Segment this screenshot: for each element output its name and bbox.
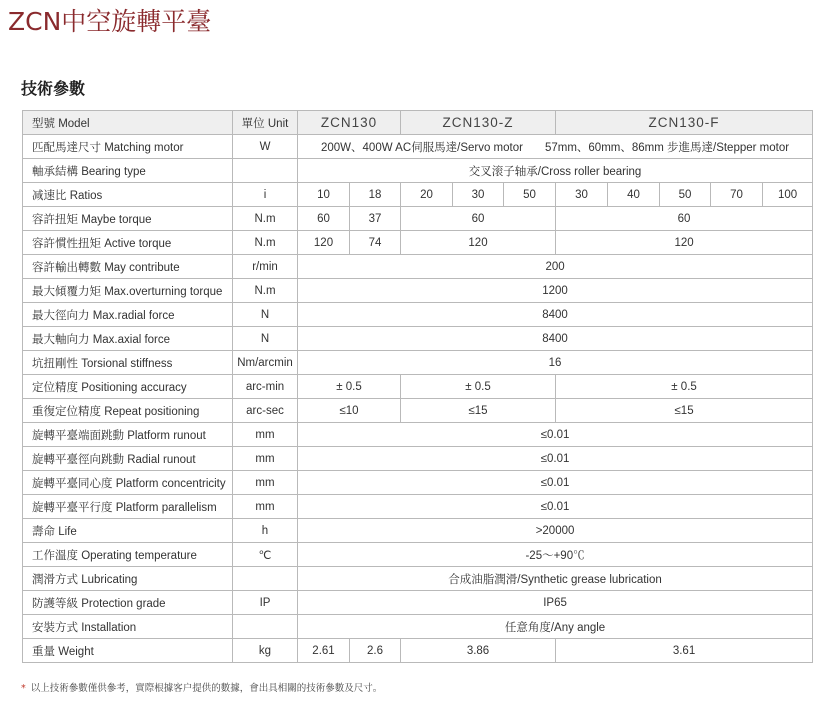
row-value: ≤0.01: [298, 495, 813, 519]
stepper-motor-text: 57mm、60mm、86mm 步進馬達/Stepper motor: [544, 141, 790, 154]
row-unit: [233, 615, 298, 639]
row-label: 减速比 Ratios: [23, 183, 233, 207]
row-value: 任意角度/Any angle: [298, 615, 813, 639]
ratio-cell: 50: [660, 183, 711, 207]
row-protection-grade: [23, 591, 813, 615]
section-title: 技術參數: [21, 79, 86, 98]
row-active-torque: [23, 231, 813, 255]
ratio-cell: 30: [453, 183, 504, 207]
row-label: 匹配馬達尺寸 Matching motor: [23, 135, 233, 159]
row-label: 旋轉平臺端面跳動 Platform runout: [23, 423, 233, 447]
value-cell: ≤15: [556, 399, 813, 423]
row-axial-force: [23, 327, 813, 351]
value-cell: 60: [556, 207, 813, 231]
ratio-cell: 40: [608, 183, 660, 207]
row-value: 200: [298, 255, 813, 279]
row-unit: mm: [233, 423, 298, 447]
row-unit: N.m: [233, 231, 298, 255]
row-value: 8400: [298, 327, 813, 351]
row-label: 重量 Weight: [23, 639, 233, 663]
row-unit: N: [233, 327, 298, 351]
row-overturning-torque: [23, 279, 813, 303]
value-cell: 120: [401, 231, 556, 255]
row-unit: [233, 567, 298, 591]
value-cell: ≤10: [298, 399, 401, 423]
row-value: -25～+90℃: [298, 543, 813, 567]
header-unit-cell: 單位 Unit: [233, 111, 298, 135]
row-label: 旋轉平臺平行度 Platform parallelism: [23, 495, 233, 519]
row-unit: [233, 159, 298, 183]
row-repeat-positioning: [23, 399, 813, 423]
row-unit: kg: [233, 639, 298, 663]
header-model-zcn130: ZCN130: [298, 111, 401, 135]
row-unit: N.m: [233, 279, 298, 303]
value-cell: ± 0.5: [298, 375, 401, 399]
row-unit: W: [233, 135, 298, 159]
row-value: ≤0.01: [298, 471, 813, 495]
row-value: 16: [298, 351, 813, 375]
row-label: 容許輸出轉數 May contribute: [23, 255, 233, 279]
row-value: IP65: [298, 591, 813, 615]
row-weight: [23, 639, 813, 663]
row-unit: mm: [233, 495, 298, 519]
row-label: 旋轉平臺同心度 Platform concentricity: [23, 471, 233, 495]
header-model-zcn130-f: ZCN130-F: [556, 111, 813, 135]
row-label: 重復定位精度 Repeat positioning: [23, 399, 233, 423]
page-title: ZCN中空旋轉平臺: [8, 7, 212, 36]
servo-motor-text: 200W、400W AC伺服馬達/Servo motor: [321, 141, 523, 154]
row-label: 最大軸向力 Max.axial force: [23, 327, 233, 351]
row-label: 安裝方式 Installation: [23, 615, 233, 639]
value-cell: 3.61: [556, 639, 813, 663]
value-cell: 120: [298, 231, 350, 255]
table-header-row: [23, 111, 813, 135]
row-unit: IP: [233, 591, 298, 615]
row-label: 潤滑方式 Lubricating: [23, 567, 233, 591]
row-unit: r/min: [233, 255, 298, 279]
row-value: 交叉滚子轴承/Cross roller bearing: [298, 159, 813, 183]
row-label: 軸承結構 Bearing type: [23, 159, 233, 183]
value-cell: 37: [350, 207, 401, 231]
ratio-cell: 30: [556, 183, 608, 207]
row-radial-runout: [23, 447, 813, 471]
row-positioning-accuracy: [23, 375, 813, 399]
row-label: 壽命 Life: [23, 519, 233, 543]
footnote-star: *: [21, 683, 26, 694]
row-ratios: [23, 183, 813, 207]
row-unit: h: [233, 519, 298, 543]
row-unit: arc-min: [233, 375, 298, 399]
row-unit: Nm/arcmin: [233, 351, 298, 375]
row-may-contribute: [23, 255, 813, 279]
row-value: 8400: [298, 303, 813, 327]
row-label: 最大傾覆力矩 Max.overturning torque: [23, 279, 233, 303]
value-cell: 60: [298, 207, 350, 231]
value-cell: ± 0.5: [401, 375, 556, 399]
value-cell: 3.86: [401, 639, 556, 663]
ratio-cell: 50: [504, 183, 556, 207]
row-value: >20000: [298, 519, 813, 543]
row-platform-parallelism: [23, 495, 813, 519]
value-cell: 74: [350, 231, 401, 255]
row-operating-temperature: [23, 543, 813, 567]
row-value: 合成油脂潤滑/Synthetic grease lubrication: [298, 567, 813, 591]
ratio-cell: 10: [298, 183, 350, 207]
motor-value-cell: [298, 135, 813, 159]
row-life: [23, 519, 813, 543]
row-platform-runout: [23, 423, 813, 447]
row-label: 定位精度 Positioning accuracy: [23, 375, 233, 399]
row-installation: [23, 615, 813, 639]
ratio-cell: 18: [350, 183, 401, 207]
row-torsional-stiffness: [23, 351, 813, 375]
value-cell: ≤15: [401, 399, 556, 423]
header-model-zcn130-z: ZCN130-Z: [401, 111, 556, 135]
footnote-text: 以上技術參數僅供參考，實際根據客户提供的數據，會出具相關的技術參數及尺寸。: [30, 683, 383, 694]
row-maybe-torque: [23, 207, 813, 231]
row-value: ≤0.01: [298, 447, 813, 471]
row-label: 容許扭矩 Maybe torque: [23, 207, 233, 231]
ratio-cell: 100: [763, 183, 813, 207]
row-matching-motor: [23, 135, 813, 159]
row-value: 1200: [298, 279, 813, 303]
row-unit: ℃: [233, 543, 298, 567]
value-cell: 2.6: [350, 639, 401, 663]
row-label: 旋轉平臺徑向跳動 Radial runout: [23, 447, 233, 471]
spec-table: [22, 110, 813, 663]
ratio-cell: 20: [401, 183, 453, 207]
value-cell: 120: [556, 231, 813, 255]
value-cell: 60: [401, 207, 556, 231]
row-unit: i: [233, 183, 298, 207]
row-unit: N: [233, 303, 298, 327]
footnote: [21, 680, 382, 694]
row-label: 最大徑向力 Max.radial force: [23, 303, 233, 327]
ratio-cell: 70: [711, 183, 763, 207]
header-name-cell: 型號 Model: [23, 111, 233, 135]
row-label: 防護等級 Protection grade: [23, 591, 233, 615]
value-cell: 2.61: [298, 639, 350, 663]
row-unit: mm: [233, 447, 298, 471]
value-cell: ± 0.5: [556, 375, 813, 399]
row-unit: N.m: [233, 207, 298, 231]
row-radial-force: [23, 303, 813, 327]
row-bearing-type: [23, 159, 813, 183]
row-unit: mm: [233, 471, 298, 495]
row-label: 容許慣性扭矩 Active torque: [23, 231, 233, 255]
row-platform-concentricity: [23, 471, 813, 495]
row-label: 坑扭剛性 Torsional stiffness: [23, 351, 233, 375]
row-value: ≤0.01: [298, 423, 813, 447]
row-lubricating: [23, 567, 813, 591]
row-label: 工作溫度 Operating temperature: [23, 543, 233, 567]
row-unit: arc-sec: [233, 399, 298, 423]
